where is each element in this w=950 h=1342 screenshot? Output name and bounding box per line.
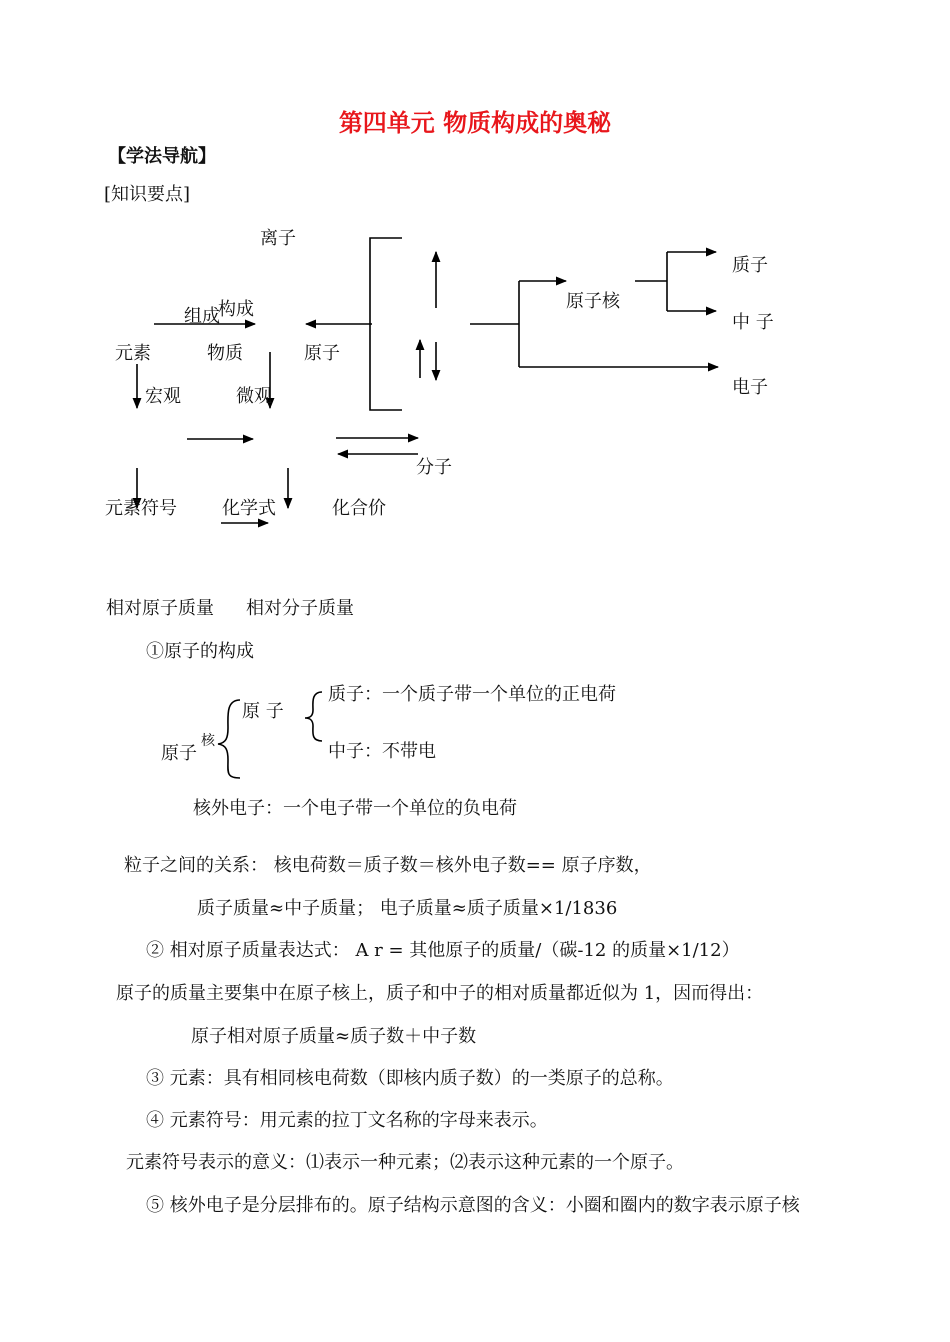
atom-label: 原子 bbox=[304, 343, 340, 364]
neutron-label: 中 子 bbox=[732, 312, 774, 333]
atom-structure-atom-label: 原子 bbox=[161, 743, 197, 764]
mass-comparison-line: 质子质量≈中子质量； 电子质量≈质子质量×1/1836 bbox=[197, 898, 618, 919]
substance-label: 物质 bbox=[207, 343, 243, 364]
electron-layer-line: ⑤ 核外电子是分层排布的。原子结构示意图的含义：小圈和圈内的数字表示原子核 bbox=[146, 1195, 800, 1216]
valence-label: 化合价 bbox=[332, 498, 386, 519]
constitute-label: 构成 bbox=[218, 299, 254, 320]
molecule-label: 分子 bbox=[416, 457, 452, 478]
nucleus-brace bbox=[305, 692, 322, 741]
proton-description: 质子：一个质子带一个单位的正电荷 bbox=[328, 684, 616, 705]
particle-bracket bbox=[370, 238, 402, 410]
element-definition-line: ③ 元素：具有相同核电荷数（即核内质子数）的一类原子的总称。 bbox=[146, 1068, 674, 1089]
subheading: [知识要点] bbox=[104, 184, 191, 205]
proton-label: 质子 bbox=[732, 255, 768, 276]
element-symbol-label: 元素符号 bbox=[105, 498, 177, 519]
nucleus-small-label: 核 bbox=[201, 733, 215, 749]
element-label: 元素 bbox=[115, 343, 151, 364]
nucleus-top-label: 原 子 bbox=[242, 701, 284, 722]
mass-approximation-line: 原子相对原子质量≈质子数＋中子数 bbox=[191, 1026, 477, 1047]
relative-molecular-mass-label: 相对分子质量 bbox=[246, 598, 354, 619]
section-heading: 【学法导航】 bbox=[108, 146, 216, 167]
atom-brace bbox=[218, 700, 240, 778]
ion-label: 离子 bbox=[260, 228, 296, 249]
relative-mass-formula-line: ② 相对原子质量表达式： A r = 其他原子的质量/（碳-12 的质量×1/12） bbox=[146, 940, 740, 961]
chemical-formula-label: 化学式 bbox=[222, 498, 276, 519]
electron-description: 核外电子：一个电子带一个单位的负电荷 bbox=[193, 798, 517, 819]
nucleus-label: 原子核 bbox=[566, 291, 620, 312]
compose-label: 组成 bbox=[184, 306, 220, 327]
atom-structure-heading: ①原子的构成 bbox=[146, 641, 254, 662]
mass-concentration-line: 原子的质量主要集中在原子核上，质子和中子的相对质量都近似为 1，因而得出： bbox=[116, 983, 764, 1004]
relative-atomic-mass-label: 相对原子质量 bbox=[106, 598, 214, 619]
macro-label: 宏观 bbox=[145, 386, 181, 407]
element-symbol-definition-line: ④ 元素符号：用元素的拉丁文名称的字母来表示。 bbox=[146, 1110, 548, 1131]
page-title: 第四单元 物质构成的奥秘 bbox=[338, 108, 612, 137]
neutron-description: 中子：不带电 bbox=[328, 741, 436, 762]
particle-relation-line: 粒子之间的关系： 核电荷数＝质子数＝核外电子数== 原子序数， bbox=[124, 855, 652, 876]
symbol-meaning-line: 元素符号表示的意义：⑴表示一种元素；⑵表示这种元素的一个原子。 bbox=[126, 1152, 684, 1173]
electron-label: 电子 bbox=[732, 377, 768, 398]
micro-label: 微观 bbox=[236, 386, 272, 407]
